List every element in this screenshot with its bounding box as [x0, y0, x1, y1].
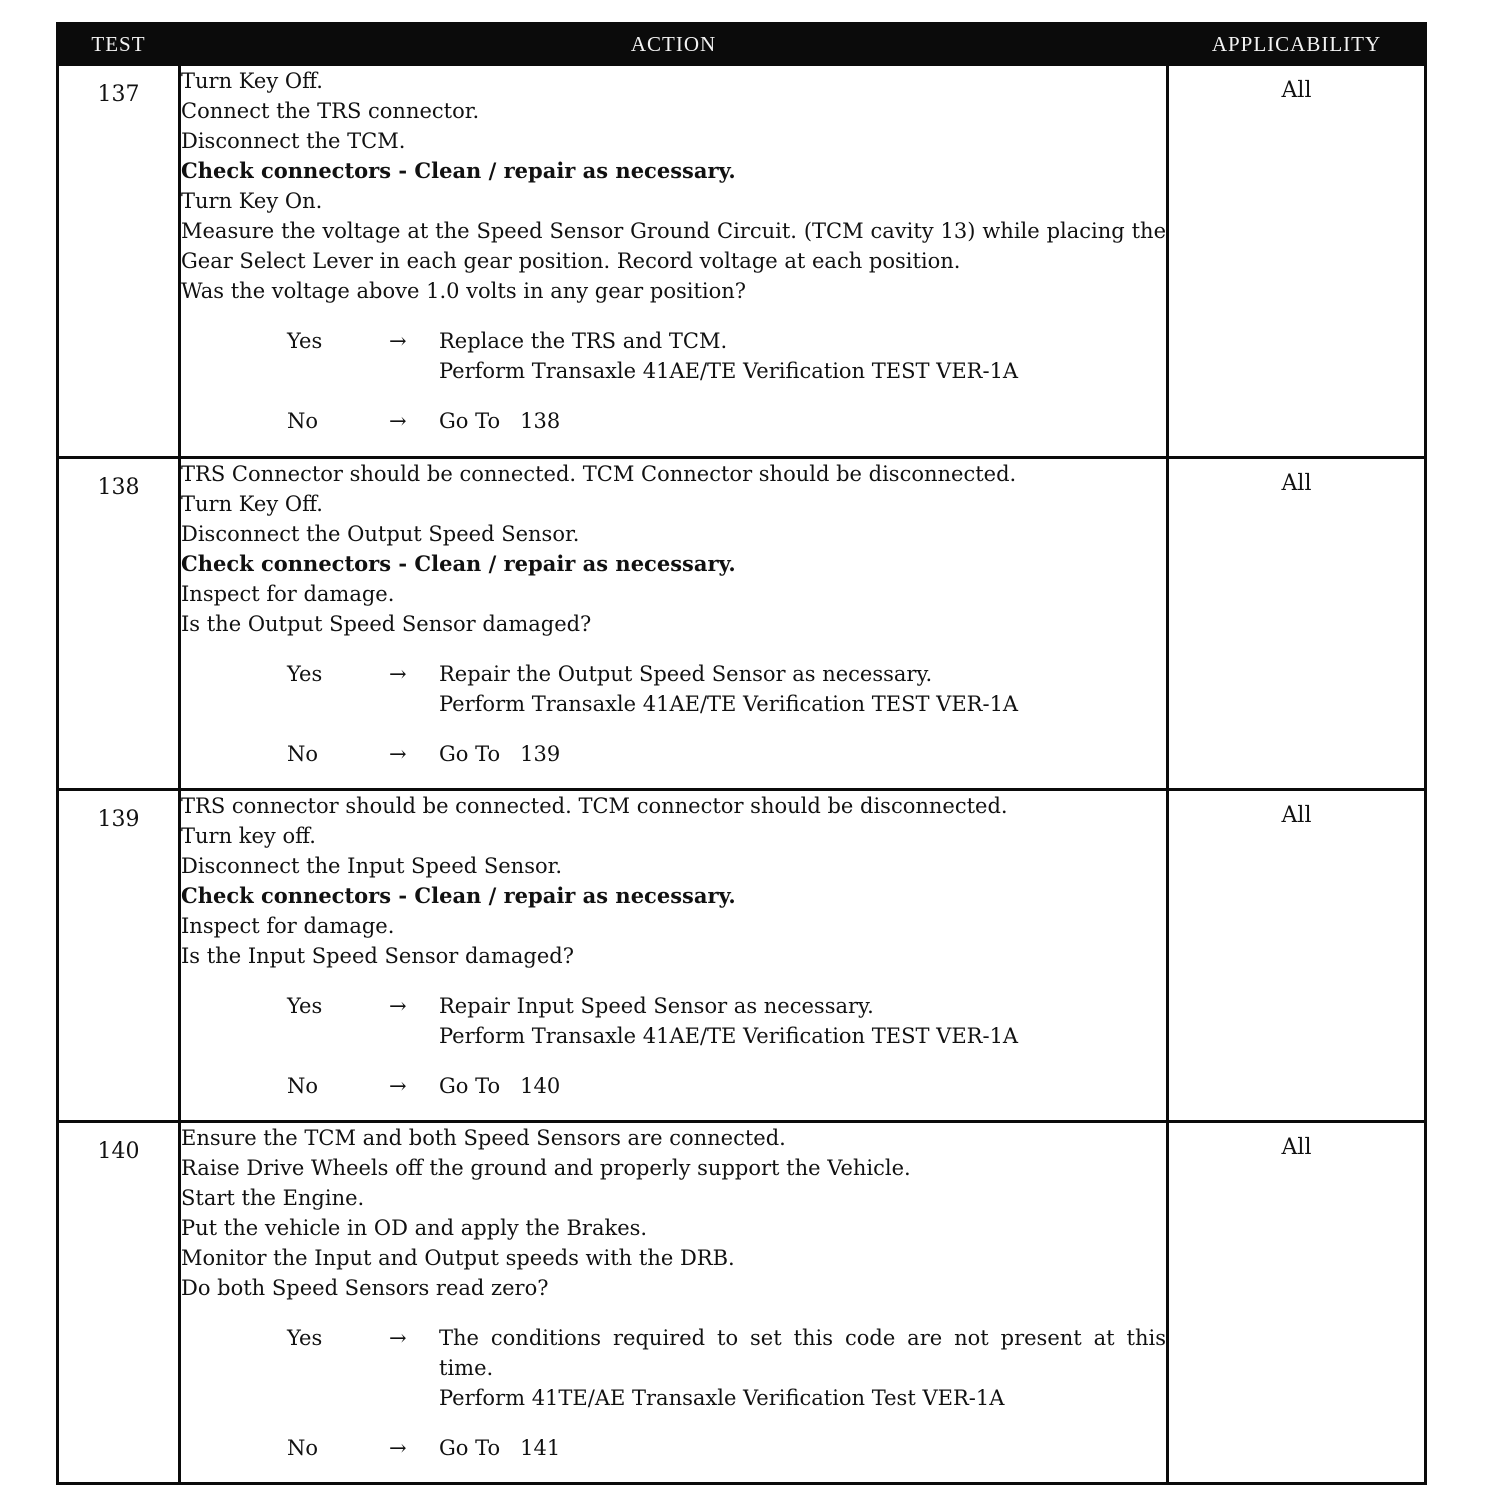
yes-result — [439, 991, 1166, 1051]
yes-result — [439, 659, 1166, 719]
action-step: Was the voltage above 1.0 volts in any gear position? — [181, 279, 747, 303]
no-result — [439, 1433, 1166, 1463]
right-arrow-icon: → — [389, 1074, 407, 1098]
action-step: Check connectors - Clean / repair as necessary. — [181, 883, 736, 908]
yes-result-line: Repair Input Speed Sensor as necessary. — [439, 994, 874, 1018]
right-arrow-icon: → — [389, 329, 407, 353]
goto-label: Go To — [439, 1436, 501, 1460]
action-step: Ensure the TCM and both Speed Sensors are connected. — [181, 1126, 786, 1150]
applicability-cell — [1168, 458, 1426, 790]
test-number: 140 — [97, 1139, 140, 1164]
yes-result-line: Perform Transaxle 41AE/TE Verification TEST VER-1A — [439, 1024, 1019, 1048]
yes-result-line: Perform 41TE/AE Transaxle Verification Test VER-1A — [439, 1386, 1005, 1410]
no-outcome — [287, 1071, 1166, 1101]
action-cell — [180, 1122, 1168, 1484]
action-steps — [181, 791, 1166, 971]
yes-label: Yes — [287, 662, 323, 686]
table-row — [58, 1122, 1426, 1484]
header-row — [58, 24, 1426, 65]
applicability-value: All — [1281, 78, 1312, 103]
header-test: TEST — [58, 24, 180, 65]
action-step: Raise Drive Wheels off the ground and properly support the Vehicle. — [181, 1156, 911, 1180]
action-step: Inspect for damage. — [181, 914, 395, 938]
goto-label: Go To — [439, 1074, 501, 1098]
yes-outcome — [287, 659, 1166, 719]
test-number-cell — [58, 1122, 180, 1484]
action-step: Measure the voltage at the Speed Sensor Ground Circuit. (TCM cavity 13) while placing the Gear Select Lever in each gear position. Record voltage at each position. — [181, 219, 1166, 273]
table-row — [58, 458, 1426, 790]
no-outcome — [287, 739, 1166, 769]
goto-label: Go To — [439, 409, 501, 433]
action-step: TRS Connector should be connected. TCM Connector should be disconnected. — [181, 462, 1017, 486]
action-step: Check connectors - Clean / repair as necessary. — [181, 551, 736, 576]
action-steps — [181, 459, 1166, 639]
right-arrow-icon: → — [389, 662, 407, 686]
action-step: Connect the TRS connector. — [181, 99, 480, 123]
action-step: Start the Engine. — [181, 1186, 365, 1210]
yes-label: Yes — [287, 329, 323, 353]
test-number-cell — [58, 65, 180, 458]
header-applicability: APPLICABILITY — [1168, 24, 1426, 65]
action-step: Do both Speed Sensors read zero? — [181, 1276, 549, 1300]
yes-result-line: Perform Transaxle 41AE/TE Verification TEST VER-1A — [439, 692, 1019, 716]
action-step: Monitor the Input and Output speeds with the DRB. — [181, 1246, 735, 1270]
right-arrow-icon: → — [389, 1436, 407, 1460]
table-row — [58, 65, 1426, 458]
diagnostic-test-table — [56, 22, 1427, 1485]
no-result — [439, 739, 1166, 769]
right-arrow-icon: → — [389, 742, 407, 766]
table-header — [58, 24, 1426, 65]
action-step: Turn Key On. — [181, 189, 323, 213]
no-outcome — [287, 406, 1166, 436]
yes-result-line: Replace the TRS and TCM. — [439, 329, 728, 353]
yes-label: Yes — [287, 994, 323, 1018]
yes-label: Yes — [287, 1326, 323, 1350]
no-result — [439, 406, 1166, 436]
no-outcome — [287, 1433, 1166, 1463]
right-arrow-icon: → — [389, 409, 407, 433]
action-step: Is the Output Speed Sensor damaged? — [181, 612, 592, 636]
goto-target: 139 — [520, 742, 561, 766]
action-step: Inspect for damage. — [181, 582, 395, 606]
goto-label: Go To — [439, 742, 501, 766]
applicability-cell — [1168, 65, 1426, 458]
header-action: ACTION — [180, 24, 1168, 65]
action-step: Turn Key Off. — [181, 492, 323, 516]
right-arrow-icon: → — [389, 1326, 407, 1350]
no-label: No — [287, 1436, 319, 1460]
action-step: Disconnect the TCM. — [181, 129, 406, 153]
test-number-cell — [58, 790, 180, 1122]
action-cell — [180, 458, 1168, 790]
goto-target: 140 — [520, 1074, 561, 1098]
applicability-cell — [1168, 790, 1426, 1122]
applicability-cell — [1168, 1122, 1426, 1484]
yes-outcome — [287, 1323, 1166, 1413]
no-label: No — [287, 1074, 319, 1098]
yes-outcome — [287, 326, 1166, 386]
action-step: Disconnect the Input Speed Sensor. — [181, 854, 563, 878]
applicability-value: All — [1281, 471, 1312, 496]
goto-target: 141 — [520, 1436, 561, 1460]
action-step: TRS connector should be connected. TCM connector should be disconnected. — [181, 794, 1008, 818]
action-steps — [181, 66, 1166, 306]
no-label: No — [287, 409, 319, 433]
action-step: Disconnect the Output Speed Sensor. — [181, 522, 580, 546]
action-steps — [181, 1123, 1166, 1303]
action-step: Turn Key Off. — [181, 69, 323, 93]
yes-result-line: Perform Transaxle 41AE/TE Verification TEST VER-1A — [439, 359, 1019, 383]
applicability-value: All — [1281, 803, 1312, 828]
right-arrow-icon: → — [389, 994, 407, 1018]
diagnostic-procedure-sheet — [56, 22, 1424, 1485]
applicability-value: All — [1281, 1135, 1312, 1160]
table-body — [58, 65, 1426, 1484]
action-step: Put the vehicle in OD and apply the Brakes. — [181, 1216, 648, 1240]
no-result — [439, 1071, 1166, 1101]
yes-result — [439, 326, 1166, 386]
yes-result-line: The conditions required to set this code are not present at this time. — [439, 1326, 1166, 1380]
test-number-cell — [58, 458, 180, 790]
yes-result-line: Repair the Output Speed Sensor as necessary. — [439, 662, 933, 686]
table-row — [58, 790, 1426, 1122]
action-step: Is the Input Speed Sensor damaged? — [181, 944, 574, 968]
test-number: 139 — [97, 807, 140, 832]
goto-target: 138 — [520, 409, 561, 433]
action-step: Turn key off. — [181, 824, 316, 848]
test-number: 138 — [97, 475, 140, 500]
yes-result — [439, 1323, 1166, 1413]
test-number: 137 — [97, 82, 140, 107]
action-cell — [180, 65, 1168, 458]
no-label: No — [287, 742, 319, 766]
yes-outcome — [287, 991, 1166, 1051]
action-step: Check connectors - Clean / repair as necessary. — [181, 158, 736, 183]
action-cell — [180, 790, 1168, 1122]
